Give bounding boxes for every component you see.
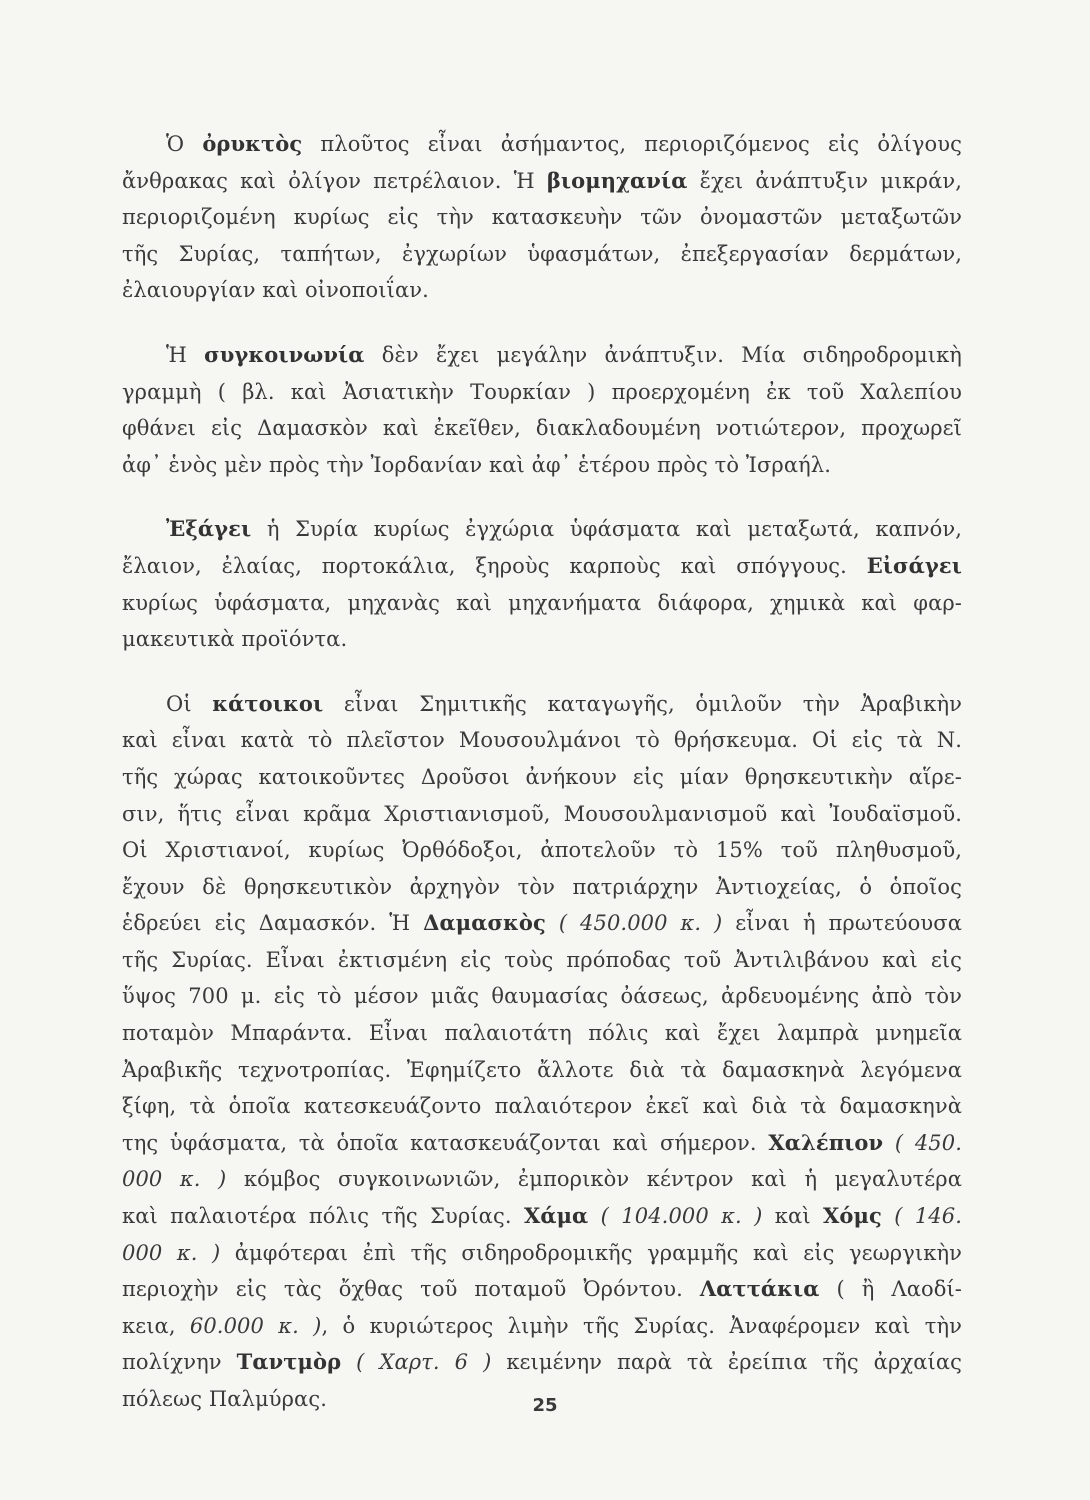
bold-term: Δαμασκὸς [423, 910, 546, 936]
bold-term: Ταντμὸρ [236, 1349, 342, 1375]
text-line: ποταμὸν Μπαράντα. Εἶναι παλαιοτάτη πόλις καὶ ἔχει λαμπρὰ μνημεῖα [122, 1021, 962, 1046]
italic-note: ( Χαρτ. 6 ) [356, 1350, 492, 1375]
text-line: Ὁ ὀρυκτὸς πλοῦτος εἶναι ἀσήμαντος, περιοριζόμενος εἰς ὀλίγους [166, 131, 962, 156]
text-line: σιν, ἥτις εἶναι κρᾶμα Χριστιανισμοῦ, Μουσουλμανισμοῦ καὶ Ἰουδαϊσμοῦ. [122, 801, 962, 826]
italic-note: ( 450.000 κ. ) [558, 911, 723, 936]
text-line: Ἡ συγκοινωνία δὲν ἔχει μεγάλην ἀνάπτυξιν. Μία σιδηροδρομικὴ [166, 341, 962, 367]
text-line: Ἀραβικῆς τεχνοτροπίας. Ἐφημίζετο ἄλλοτε διὰ τὰ δαμασκηνὰ λεγόμενα [122, 1057, 962, 1082]
text-line: περιοριζομένη κυρίως εἰς τὴν κατασκευὴν τῶν ὀνομαστῶν μεταξωτῶν [122, 205, 962, 230]
paragraph-gap [122, 483, 962, 511]
page-number: 25 [532, 1395, 558, 1416]
bold-term: συγκοινωνία [204, 341, 365, 367]
text-line: ἄνθρακας καὶ ὀλίγον πετρέλαιον. Ἡ βιομηχανία ἔχει ἀνάπτυξιν μικράν, [122, 167, 962, 193]
text-line: καὶ εἶναι κατὰ τὸ πλεῖστον Μουσουλμάνοι τὸ θρήσκευμα. Οἱ εἰς τὰ Ν. [122, 728, 962, 753]
paragraph-gap [122, 309, 962, 337]
bold-term: ὀρυκτὸς [202, 131, 303, 156]
bold-term: Χαλέπιον [768, 1129, 884, 1155]
text-line: ξίφη, τὰ ὁποῖα κατεσκευάζοντο παλαιότερον ἐκεῖ καὶ διὰ τὰ δαμασκηνὰ [122, 1094, 962, 1119]
paragraph [122, 126, 962, 309]
italic-note: ( 146. [894, 1204, 962, 1229]
text-line: ὕψος 700 μ. εἰς τὸ μέσον μιᾶς θαυμασίας ὀάσεως, ἀρδευομένης ἀπὸ τὸν [122, 984, 962, 1009]
paragraph [122, 686, 962, 1418]
bold-term: Χόμς [823, 1203, 882, 1229]
text-line: ἀφ᾽ ἑνὸς μὲν πρὸς τὴν Ἰορδανίαν καὶ ἀφ᾽ ἑτέρου πρὸς τὸ Ἰσραήλ. [122, 452, 831, 477]
bold-term: Ἐξάγει [166, 516, 252, 542]
paragraph [122, 511, 962, 657]
italic-note: 000 κ. ) [122, 1167, 227, 1192]
text-line: μακευτικὰ προϊόντα. [122, 627, 348, 652]
paragraph-gap [122, 658, 962, 686]
italic-note: ( 450. [894, 1130, 962, 1155]
bold-term: κάτοικοι [212, 690, 324, 716]
text-line: φθάνει εἰς Δαμασκὸν καὶ ἐκεῖθεν, διακλαδουμένη νοτιώτερον, προχωρεῖ [122, 416, 962, 441]
text-line: Οἱ κάτοικοι εἶναι Σημιτικῆς καταγωγῆς, ὁμιλοῦν τὴν Ἀραβικὴν [166, 690, 963, 716]
paragraph [122, 337, 962, 483]
text-line: ἐλαιουργίαν καὶ οἰνοποιΐαν. [122, 278, 429, 303]
text-line: τῆς Συρίας, ταπήτων, ἐγχωρίων ὑφασμάτων, ἐπεξεργασίαν δερμάτων, [122, 241, 962, 266]
text-line: πόλεως Παλμύρας. [122, 1387, 327, 1411]
text-line: 000 κ. ) ἀμφότεραι ἐπὶ τῆς σιδηροδρομικῆς γραμμῆς καὶ εἰς γεωργικὴν [122, 1240, 962, 1265]
text-line: κυρίως ὑφάσματα, μηχανὰς καὶ μηχανήματα διάφορα, χημικὰ καὶ φαρ- [122, 590, 962, 615]
text-line: περιοχὴν εἰς τὰς ὄχθας τοῦ ποταμοῦ Ὀρόντου. Λαττάκια ( ἢ Λαοδί- [122, 1276, 962, 1302]
text-line: Ἐξάγει ἡ Συρία κυρίως ἐγχώρια ὑφάσματα καὶ μεταξωτά, καπνόν, [166, 516, 962, 542]
text-line: καὶ παλαιοτέρα πόλις τῆς Συρίας. Χάμα ( 104.000 κ. ) καὶ Χόμς ( 146. [122, 1203, 962, 1229]
text-line: τῆς χώρας κατοικοῦντες Δροῦσοι ἀνήκουν εἰς μίαν θρησκευτικὴν αἵρε- [122, 764, 962, 789]
bold-term: Λαττάκια [699, 1276, 820, 1302]
text-line: 000 κ. ) κόμβος συγκοινωνιῶν, ἐμπορικὸν κέντρον καὶ ἡ μεγαλυτέρα [122, 1167, 963, 1192]
text-line: γραμμὴ ( βλ. καὶ Ἀσιατικὴν Τουρκίαν ) προερχομένη ἐκ τοῦ Χαλεπίου [122, 379, 962, 404]
text-line: κεια, 60.000 κ. ), ὁ κυριώτερος λιμὴν τῆς Συρίας. Ἀναφέρομεν καὶ τὴν [122, 1313, 962, 1338]
text-line: της ὑφάσματα, τὰ ὁποῖα κατασκευάζονται καὶ σήμερον. Χαλέπιον ( 450. [122, 1129, 962, 1155]
text-line: πολίχνην Ταντμὸρ ( Χαρτ. 6 ) κειμένην παρὰ τὰ ἐρείπια τῆς ἀρχαίας [122, 1349, 962, 1375]
italic-note: 60.000 κ. ) [189, 1313, 322, 1338]
text-line: Οἱ Χριστιανοί, κυρίως Ὀρθόδοξοι, ἀποτελοῦν τὸ 15% τοῦ πληθυσμοῦ, [122, 838, 962, 863]
page-body [122, 126, 962, 1418]
italic-note: ( 104.000 κ. ) [600, 1204, 763, 1229]
bold-term: Εἰσάγει [866, 552, 962, 578]
text-line: ἑδρεύει εἰς Δαμασκόν. Ἡ Δαμασκὸς ( 450.000 κ. ) εἶναι ἡ πρωτεύουσα [122, 910, 962, 936]
text-line: τῆς Συρίας. Εἶναι ἐκτισμένη εἰς τοὺς πρόποδας τοῦ Ἀντιλιβάνου καὶ εἰς [122, 947, 962, 972]
italic-note: 000 κ. ) [122, 1240, 221, 1265]
bold-term: βιομηχανία [546, 167, 688, 193]
bold-term: Χάμα [523, 1203, 589, 1229]
text-line: ἔλαιον, ἐλαίας, πορτοκάλια, ξηροὺς καρποὺς καὶ σπόγγους. Εἰσάγει [122, 552, 962, 578]
text-line: ἔχουν δὲ θρησκευτικὸν ἀρχηγὸν τὸν πατριάρχην Ἀντιοχείας, ὁ ὁποῖος [122, 874, 962, 899]
